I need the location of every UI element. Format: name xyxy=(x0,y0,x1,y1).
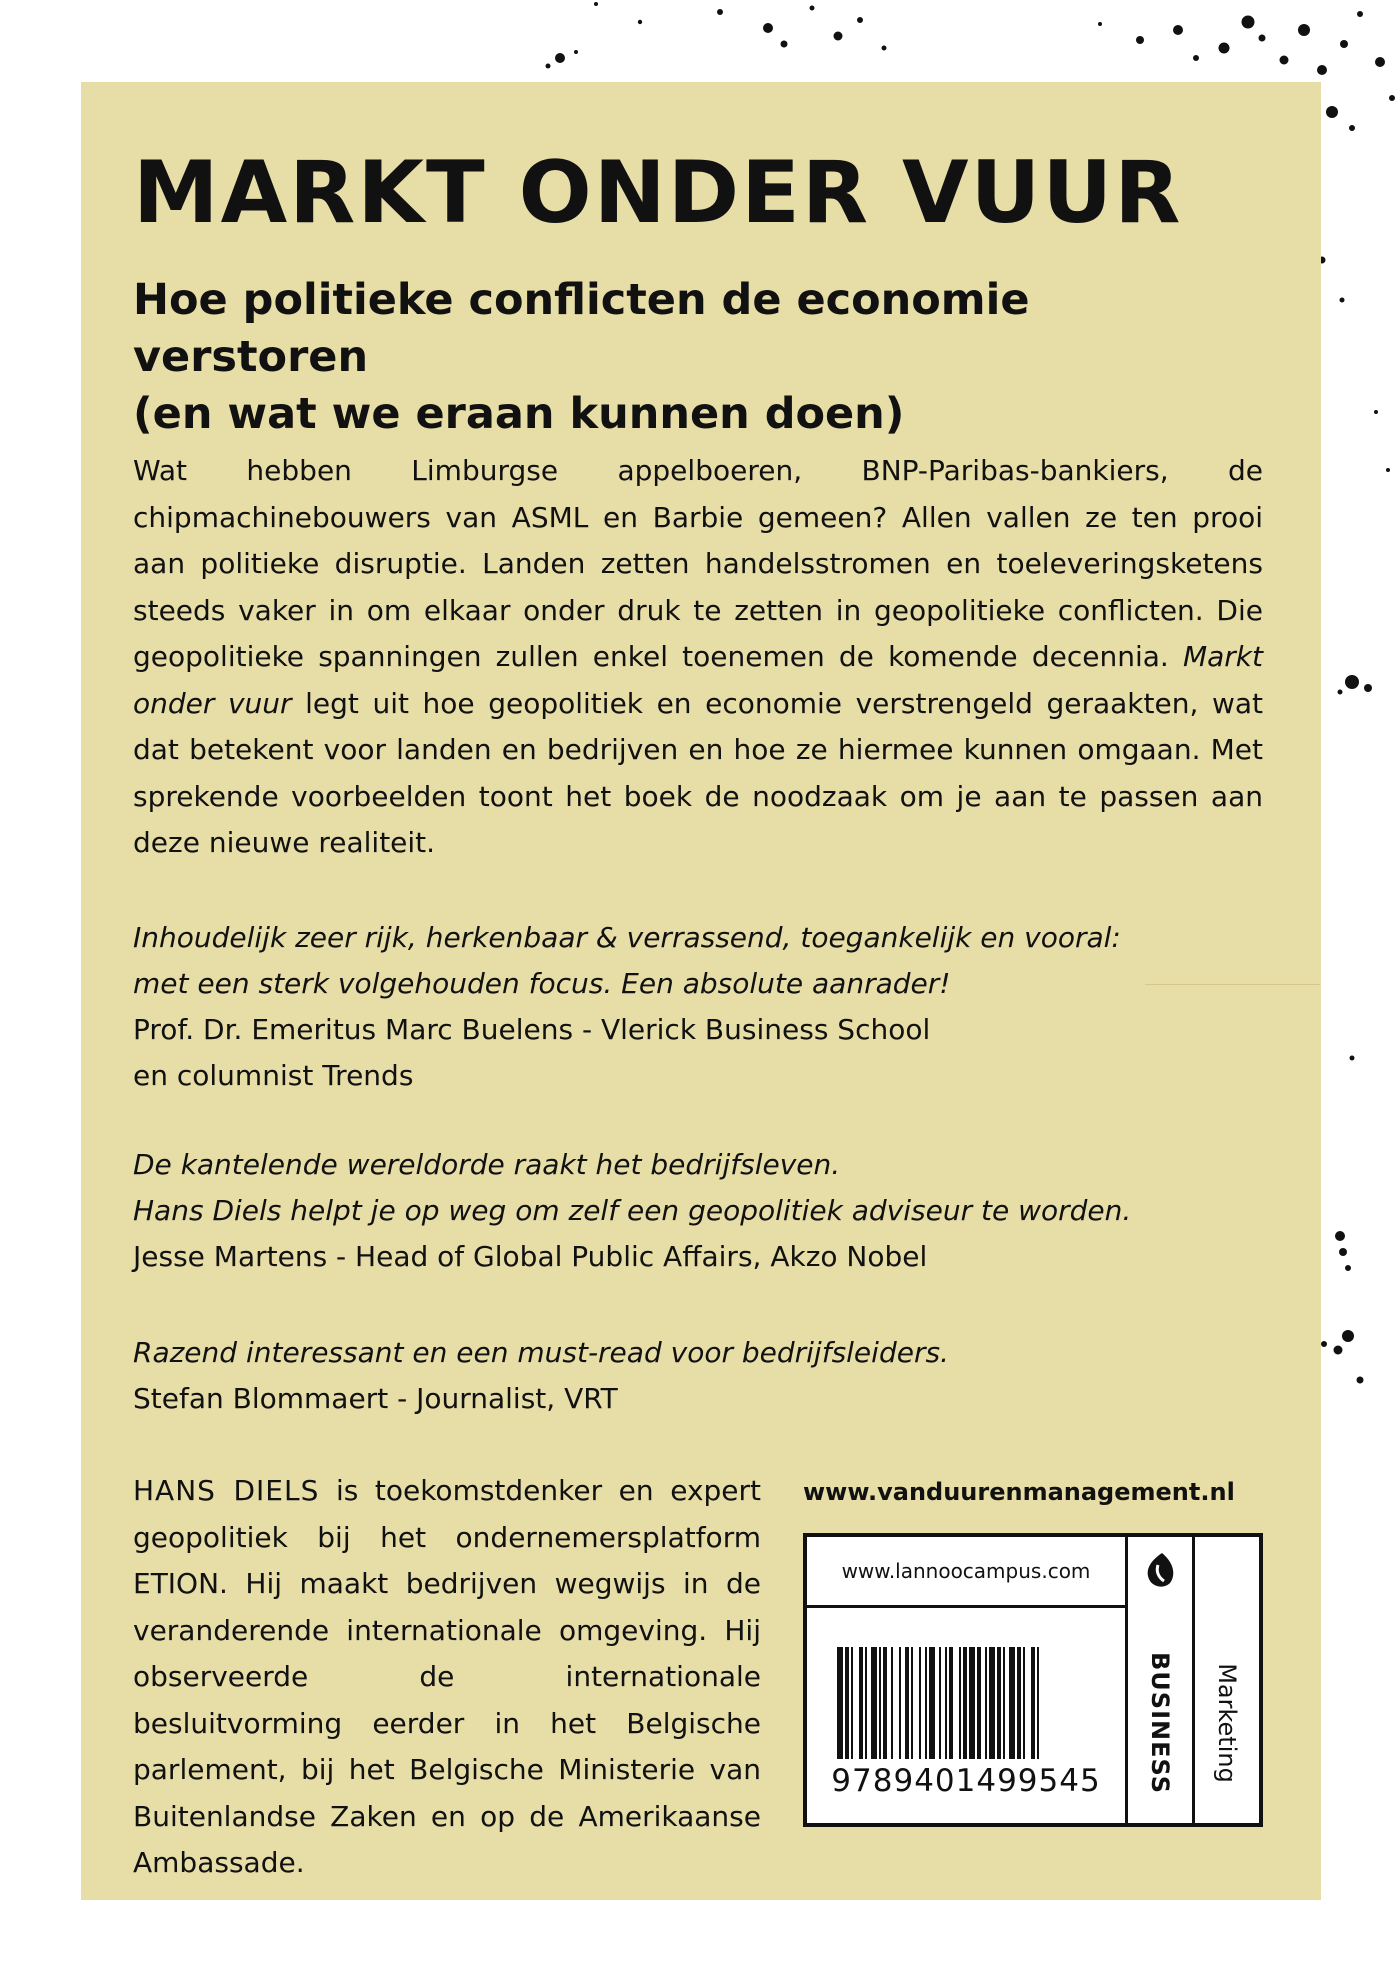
description-title-italic: Markt onder vuur xyxy=(133,640,1263,720)
subtitle-line-2: (en wat we eraan kunnen doen) xyxy=(133,389,905,439)
barcode-column xyxy=(807,1537,1128,1823)
description-part-2: legt uit hoe geopolitiek en economie verstrengeld geraakten, wat dat betekent voor landen en bedrijven en hoe ze hiermee kunnen omgaan. Met sprekende voorbeelden toont het boek de noodzaak om je aan te passen aan deze nieuwe realiteit. xyxy=(133,686,1263,859)
isbn-number: 9789401499545 xyxy=(831,1763,1101,1799)
publisher-website[interactable]: www.vanduurenmanagement.nl xyxy=(803,1478,1235,1506)
endorsement-quote-2 xyxy=(133,1142,1263,1280)
quote-line: Razend interessant en een must-read voor bedrijfsleiders. xyxy=(133,1336,949,1369)
description-part-1: Wat hebben Limburgse appelboeren, BNP-Paribas-bankiers, de chipmachinebouwers van ASML en Barbie gemeen? Allen vallen ze ten prooi aan politieke disruptie. Landen zetten handelsstromen en toeleveringsketens steeds vaker in om elkaar onder druk te zetten in geopolitieke conflicten. Die geopolitieke spanningen zullen enkel toenemen de komende decennia. xyxy=(133,454,1263,673)
quote-attribution: Stefan Blommaert - Journalist, VRT xyxy=(133,1382,618,1415)
book-description xyxy=(133,448,1263,867)
author-bio xyxy=(133,1468,761,1887)
leaf-logo-icon xyxy=(1142,1551,1178,1591)
subtitle-line-1: Hoe politieke conflicten de economie verstoren xyxy=(133,275,1030,382)
quote-line: Inhoudelijk zeer rijk, herkenbaar & verrassend, toegankelijk en vooral: xyxy=(133,921,1121,954)
barcode-icon xyxy=(837,1647,1095,1759)
quote-line: met een sterk volgehouden focus. Een absolute aanrader! xyxy=(133,967,951,1000)
book-title: MARKT ONDER VUUR xyxy=(133,143,1183,243)
book-subtitle xyxy=(133,272,1233,443)
barcode-url: www.lannoocampus.com xyxy=(807,1537,1125,1608)
quote-attribution: en columnist Trends xyxy=(133,1059,414,1092)
endorsement-quote-1 xyxy=(133,915,1263,1099)
author-name: HANS DIELS xyxy=(133,1474,320,1507)
endorsement-quote-3 xyxy=(133,1330,1263,1422)
quote-attribution: Jesse Martens - Head of Global Public Affairs, Akzo Nobel xyxy=(133,1240,928,1273)
category-business xyxy=(1128,1537,1195,1823)
quote-attribution: Prof. Dr. Emeritus Marc Buelens - Vlerick Business School xyxy=(133,1013,931,1046)
author-bio-text: is toekomstdenker en expert geopolitiek bij het ondernemersplatform ETION. Hij maakt bedrijven wegwijs in de veranderende internationale omgeving. Hij observeerde de internationale besluitvorming eerder in het Belgische parlement, bij het Belgische Ministerie van Buitenlandse Zaken en op de Amerikaanse Ambassade. xyxy=(133,1474,762,1879)
quote-line: Hans Diels helpt je op weg om zelf een geopolitiek adviseur te worden. xyxy=(133,1194,1132,1227)
category-marketing xyxy=(1195,1537,1259,1823)
quote-line: De kantelende wereldorde raakt het bedrijfsleven. xyxy=(133,1148,841,1181)
barcode-box xyxy=(803,1533,1263,1827)
category-label-business: BUSINESS xyxy=(1146,1652,1174,1794)
category-label-marketing: Marketing xyxy=(1213,1663,1241,1783)
